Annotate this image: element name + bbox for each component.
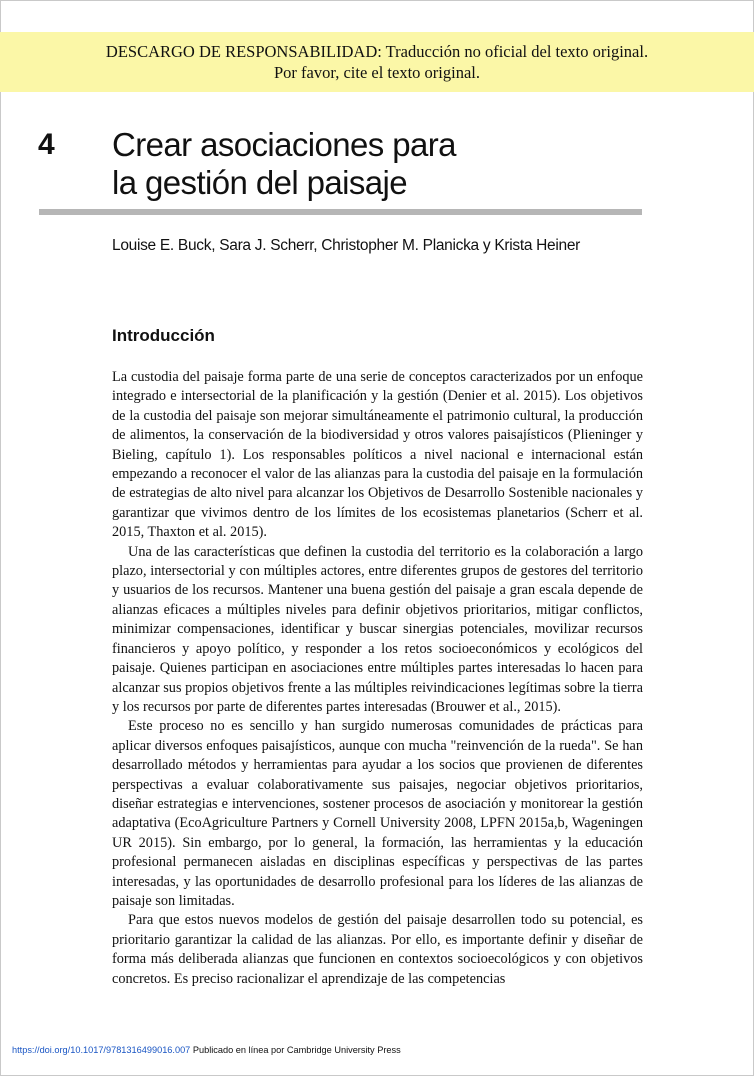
disclaimer-banner	[0, 32, 754, 92]
doi-link[interactable]: https://doi.org/10.1017/9781316499016.007	[12, 1045, 191, 1055]
authors: Louise E. Buck, Sara J. Scherr, Christopher M. Planicka y Krista Heiner	[112, 237, 581, 254]
body-text	[112, 368, 643, 989]
chapter-title-line-1: Crear asociaciones para	[112, 126, 456, 163]
paragraph: Para que estos nuevos modelos de gestión del paisaje desarrollen todo su potencial, es prioritario garantizar la calidad de las alianzas. Por ello, es importante definir y diseñar de forma más deliberada alianzas que funcionen en contextos socioecológicos y con objetivos concretos. Es preciso racionalizar el aprendizaje de las competencias	[112, 912, 643, 987]
paragraph: La custodia del paisaje forma parte de una serie de conceptos caracterizados por un enfoque integrado e intersectorial de la planificación y la gestión (Denier et al. 2015). Los objetivos de la custodia del paisaje son mejorar simultáneamente el patrimonio cultural, la producción de alimentos, la conservación de la biodiversidad y otros valores paisajísticos (Plieninger y Bieling, capítulo 1). Los responsables políticos a nivel nacional e internacional están empezando a reconocer el valor de las alianzas para la custodia del paisaje en la formulación de estrategias de alto nivel para alcanzar los Objetivos de Desarrollo Sostenible nacionales y garantizar que vivimos dentro de los límites de los ecosistemas planetarios (Scherr et al. 2015, Thaxton et al. 2015).	[112, 369, 643, 541]
section-heading: Introducción	[112, 326, 215, 345]
footer	[12, 1044, 432, 1056]
paragraph: Una de las características que definen la custodia del territorio es la colaboración a largo plazo, intersectorial y con múltiples actores, entre diferentes grupos de gestores del territorio y usuarios de los recursos. Mantener una buena gestión del paisaje a gran escala depende de alianzas eficaces a múltiples niveles para definir objetivos prioritarios, mitigar conflictos, minimizar compensaciones, identificar y buscar sinergias potenciales, movilizar recursos financieros y apoyo político, y responder a los retos socioeconómicos y ecológicos del paisaje. Quienes participan en asociaciones entre múltiples partes interesadas lo hacen para alcanzar sus propios objetivos frente a las múltiples reivindicaciones legítimas sobre la tierra y los recursos por parte de diferentes partes interesadas (Brouwer et al., 2015).	[112, 543, 643, 715]
disclaimer-line-1: DESCARGO DE RESPONSABILIDAD: Traducción no oficial del texto original.	[105, 42, 649, 61]
paragraph: Este proceso no es sencillo y han surgido numerosas comunidades de prácticas para aplicar diversos enfoques paisajísticos, aunque con mucha "reinvención de la rueda". Se han desarrollado métodos y herramientas para ayudar a los socios que provienen de diferentes perspectivas a evaluar colaborativamente sus paisajes, negociar objetivos prioritarios, diseñar estrategias e intervenciones, sostener procesos de asociación y monitorear la gestión adaptativa (EcoAgriculture Partners y Cornell University 2008, LPFN 2015a,b, Wageningen UR 2015). Sin embargo, por lo general, la formación, las herramientas y la educación profesional permanecen aisladas en disciplinas específicas y perspectivas de las partes interesadas, y las oportunidades de desarrollo profesional para los líderes de las alianzas de paisaje son limitadas.	[112, 718, 643, 909]
title-rule	[39, 209, 642, 215]
disclaimer-line-2: Por favor, cite el texto original.	[274, 63, 480, 82]
chapter-number: 4	[38, 128, 55, 161]
chapter-title	[112, 126, 456, 202]
chapter-title-line-2: la gestión del paisaje	[112, 164, 408, 201]
publication-note: Publicado en línea por Cambridge University Press	[190, 1045, 401, 1055]
